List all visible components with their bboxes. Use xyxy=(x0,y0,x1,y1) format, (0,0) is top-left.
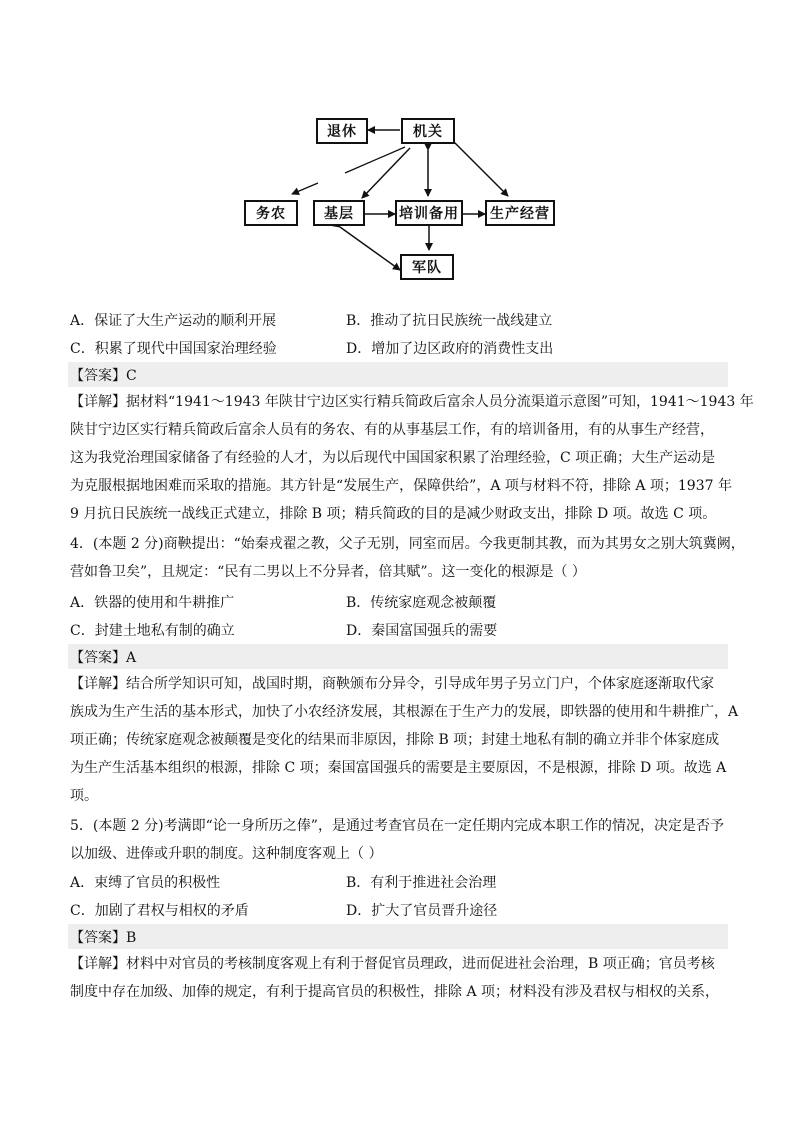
q4-detail xyxy=(70,670,739,810)
q5-answer xyxy=(68,924,728,949)
q3-answer-text: 【答案】C xyxy=(70,368,137,384)
node-production: 生产经营 xyxy=(485,200,555,226)
q3-detail-line: 这为我党治理国家储备了有经验的人才，为以后现代中国国家积累了治理经验，C 项正确；大生产运动是 xyxy=(70,450,716,466)
q4-detail-line: 为生产生活基本组织的根源，排除 C 项；秦国富国强兵的需要是主要原因，不是根源，排除 D 项。故选 A xyxy=(70,760,727,776)
node-grassroots: 基层 xyxy=(313,200,365,226)
q4-stem-line: 营如鲁卫矣”，且规定：“民有二男以上不分异者，倍其赋”。这一变化的根源是（ ） xyxy=(70,564,586,580)
arrow-organ-production xyxy=(452,140,508,196)
q5-stem-line: 5．(本题 2 分)考满即“论一身所历之俸”，是通过考查官员在一定任期内完成本职工作的情况，决定是否予 xyxy=(70,818,724,834)
q4-detail-line: 项。 xyxy=(70,788,98,804)
q4-detail-line: 项正确；传统家庭观念被颠覆是变化的结果而非原因，排除 B 项；封建土地私有制的确立并非个体家庭成 xyxy=(70,732,720,748)
q3-detail xyxy=(70,388,754,528)
q5-detail xyxy=(70,950,732,1006)
q4-answer-text: 【答案】A xyxy=(70,650,137,666)
q5-option-d[interactable]: D．扩大了官员晋升途径 xyxy=(346,903,498,919)
q5-option-a[interactable]: A．束缚了官员的积极性 xyxy=(70,875,221,891)
q3-detail-line: 为克服根据地困难而采取的措施。其方针是“发展生产，保障供给”，A 项与材料不符，排除 A 项；1937 年 xyxy=(70,478,732,494)
q5-option-c[interactable]: C．加剧了君权与相权的矛盾 xyxy=(70,903,249,919)
q4-detail-line: 族成为生产生活的基本形式，加快了小农经济发展，其根源在于生产力的发展，即铁器的使用和牛耕推广，A xyxy=(70,704,739,720)
q3-option-c[interactable]: C．积累了现代中国国家治理经验 xyxy=(70,341,277,357)
node-training: 培训备用 xyxy=(395,200,463,226)
node-farm: 务农 xyxy=(244,200,298,226)
q4-stem-line: 4．(本题 2 分)商鞅提出：“始秦戎翟之教，父子无别，同室而居。今我更制其教，而为其男女之别大筑冀阙， xyxy=(70,536,745,552)
q3-detail-line: 9 月抗日民族统一战线正式建立，排除 B 项；精兵简政的目的是减少财政支出，排除 D 项。故选 C 项。 xyxy=(70,506,717,522)
q5-stem xyxy=(70,812,732,868)
q3-answer xyxy=(68,362,728,387)
q4-options-row-1 xyxy=(70,592,730,612)
node-organ: 机关 xyxy=(401,118,455,144)
q4-stem xyxy=(70,530,745,586)
q3-option-b[interactable]: B．推动了抗日民族统一战线建立 xyxy=(346,313,553,329)
q3-detail-line: 陕甘宁边区实行精兵简政后富余人员有的务农、有的从事基层工作，有的培训备用，有的从事生产经营， xyxy=(70,422,714,438)
q5-option-b[interactable]: B．有利于推进社会治理 xyxy=(346,875,497,891)
q5-detail-line: 【详解】材料中对官员的考核制度客观上有利于督促官员理政，进而促进社会治理，B 项正确；官员考核 xyxy=(70,956,715,972)
node-retire: 退休 xyxy=(316,118,368,144)
q4-detail-line: 【详解】结合所学知识可知，战国时期，商鞅颁布分异令，引导成年男子另立门户，个体家庭逐渐取代家 xyxy=(70,676,714,692)
q5-options-row-1 xyxy=(70,872,730,892)
arrow-to-farm xyxy=(292,183,318,194)
q3-options-row-1 xyxy=(70,310,730,330)
q3-option-d[interactable]: D．增加了边区政府的消费性支出 xyxy=(346,341,554,357)
q5-stem-line: 以加级、进俸或升职的制度。这种制度客观上（ ） xyxy=(70,846,383,862)
q4-answer xyxy=(68,644,728,669)
q4-option-c[interactable]: C．封建土地私有制的确立 xyxy=(70,623,235,639)
q3-option-a[interactable]: A．保证了大生产运动的顺利开展 xyxy=(70,313,277,329)
q4-options-row-2 xyxy=(70,620,730,640)
q4-option-a[interactable]: A．铁器的使用和牛耕推广 xyxy=(70,595,235,611)
q3-options-row-2 xyxy=(70,338,730,358)
line-organ-farm xyxy=(345,147,405,173)
q5-options-row-2 xyxy=(70,900,730,920)
q5-detail-line: 制度中存在加级、加俸的规定，有利于提高官员的积极性，排除 A 项；材料没有涉及君权与相权的关系， xyxy=(70,984,720,1000)
q3-detail-line: 【详解】据材料“1941～1943 年陕甘宁边区实行精兵简政后富余人员分流渠道示意图”可知，1941～1943 年 xyxy=(70,394,754,410)
flow-diagram xyxy=(240,110,560,280)
q4-option-d[interactable]: D．秦国富国强兵的需要 xyxy=(346,623,498,639)
arrow-grassroots-army xyxy=(340,227,400,270)
q4-option-b[interactable]: B．传统家庭观念被颠覆 xyxy=(346,595,497,611)
q5-answer-text: 【答案】B xyxy=(70,930,137,946)
node-army: 军队 xyxy=(400,254,454,280)
